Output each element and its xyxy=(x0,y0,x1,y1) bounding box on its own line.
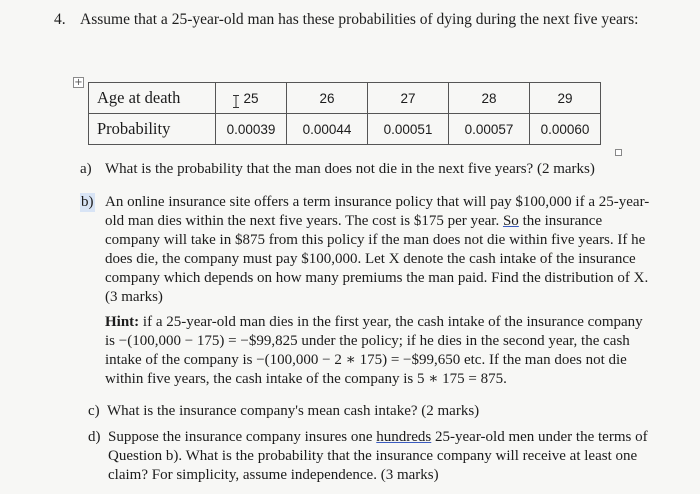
table-cell-age: 29 xyxy=(530,83,601,114)
table-cell-probability: 0.00057 xyxy=(449,114,530,145)
part-d-hundreds: hundreds xyxy=(376,429,432,445)
part-b-text-1: An online insurance site offers a term insurance policy that will pay $100,000 if a 25-year-old man dies within the next five years. The cost is $175 per year. xyxy=(105,194,650,229)
part-d-text-1: Suppose the insurance company insures one xyxy=(108,429,377,445)
question-header xyxy=(54,10,674,30)
hint-text: if a 25-year-old man dies in the first year, the cash intake of the insurance company is −(100,000 − 175) = −$99,825 under the policy; if he dies in the second year, the cash intake of the company is −(100,000 − 2 ∗ 175) = −$99,650 etc. If the man does not die within five years, the cash intake of the company is 5 ∗ 175 = 875. xyxy=(105,314,643,387)
part-a-label: a) xyxy=(80,161,92,177)
part-c-label: c) xyxy=(88,403,100,419)
table-row xyxy=(89,114,601,145)
question-number: 4. xyxy=(54,11,66,28)
table-cell-age: 28 xyxy=(449,83,530,114)
table-row-header: Age at death xyxy=(89,83,216,114)
part-c-text: What is the insurance company's mean cash intake? (2 marks) xyxy=(107,403,480,419)
table-cell-age: 27 xyxy=(368,83,449,114)
table-cell-age: 26 xyxy=(287,83,368,114)
resize-handle-icon[interactable] xyxy=(615,149,622,156)
table-cell-probability: 0.00044 xyxy=(287,114,368,145)
part-b xyxy=(80,193,660,307)
table-cell-age: 25 xyxy=(216,83,287,114)
part-b-text-2: the insurance company will take in $875 from this policy if the man does not die within five years. If he does die, the company must pay $100,000. Let X denote the cash intake of the insurance company which depends on how many premiums the man paid. Find the distribution of X. (3 marks) xyxy=(105,213,649,305)
part-d-label: d) xyxy=(88,429,101,445)
i-beam-cursor-icon xyxy=(232,95,240,107)
question-text: Assume that a 25-year-old man has these probabilities of dying during the next five years: xyxy=(80,11,639,28)
table-row xyxy=(89,83,601,114)
part-d-text-2: 25-year-old men under the terms of Question b). What is the probability that the insurance company will receive at least one claim? For simplicity, assume independence. (3 marks) xyxy=(108,429,648,483)
part-b-text xyxy=(105,193,660,307)
part-d-text xyxy=(108,428,648,485)
part-b-label: b) xyxy=(81,194,94,210)
part-b-so: So xyxy=(502,213,519,229)
table-row-header: Probability xyxy=(89,114,216,145)
hint-paragraph xyxy=(105,313,650,389)
table-cell-probability: 0.00060 xyxy=(530,114,601,145)
table-cell-probability: 0.00051 xyxy=(368,114,449,145)
part-a-text: What is the probability that the man does not die in the next five years? (2 marks) xyxy=(105,161,595,177)
probability-table xyxy=(88,82,601,145)
part-c xyxy=(88,402,648,421)
hint-label: Hint: xyxy=(105,314,140,330)
table-cell-probability: 0.00039 xyxy=(216,114,287,145)
part-d xyxy=(88,428,648,485)
part-a xyxy=(80,160,660,179)
plus-box-icon[interactable]: + xyxy=(74,77,83,88)
